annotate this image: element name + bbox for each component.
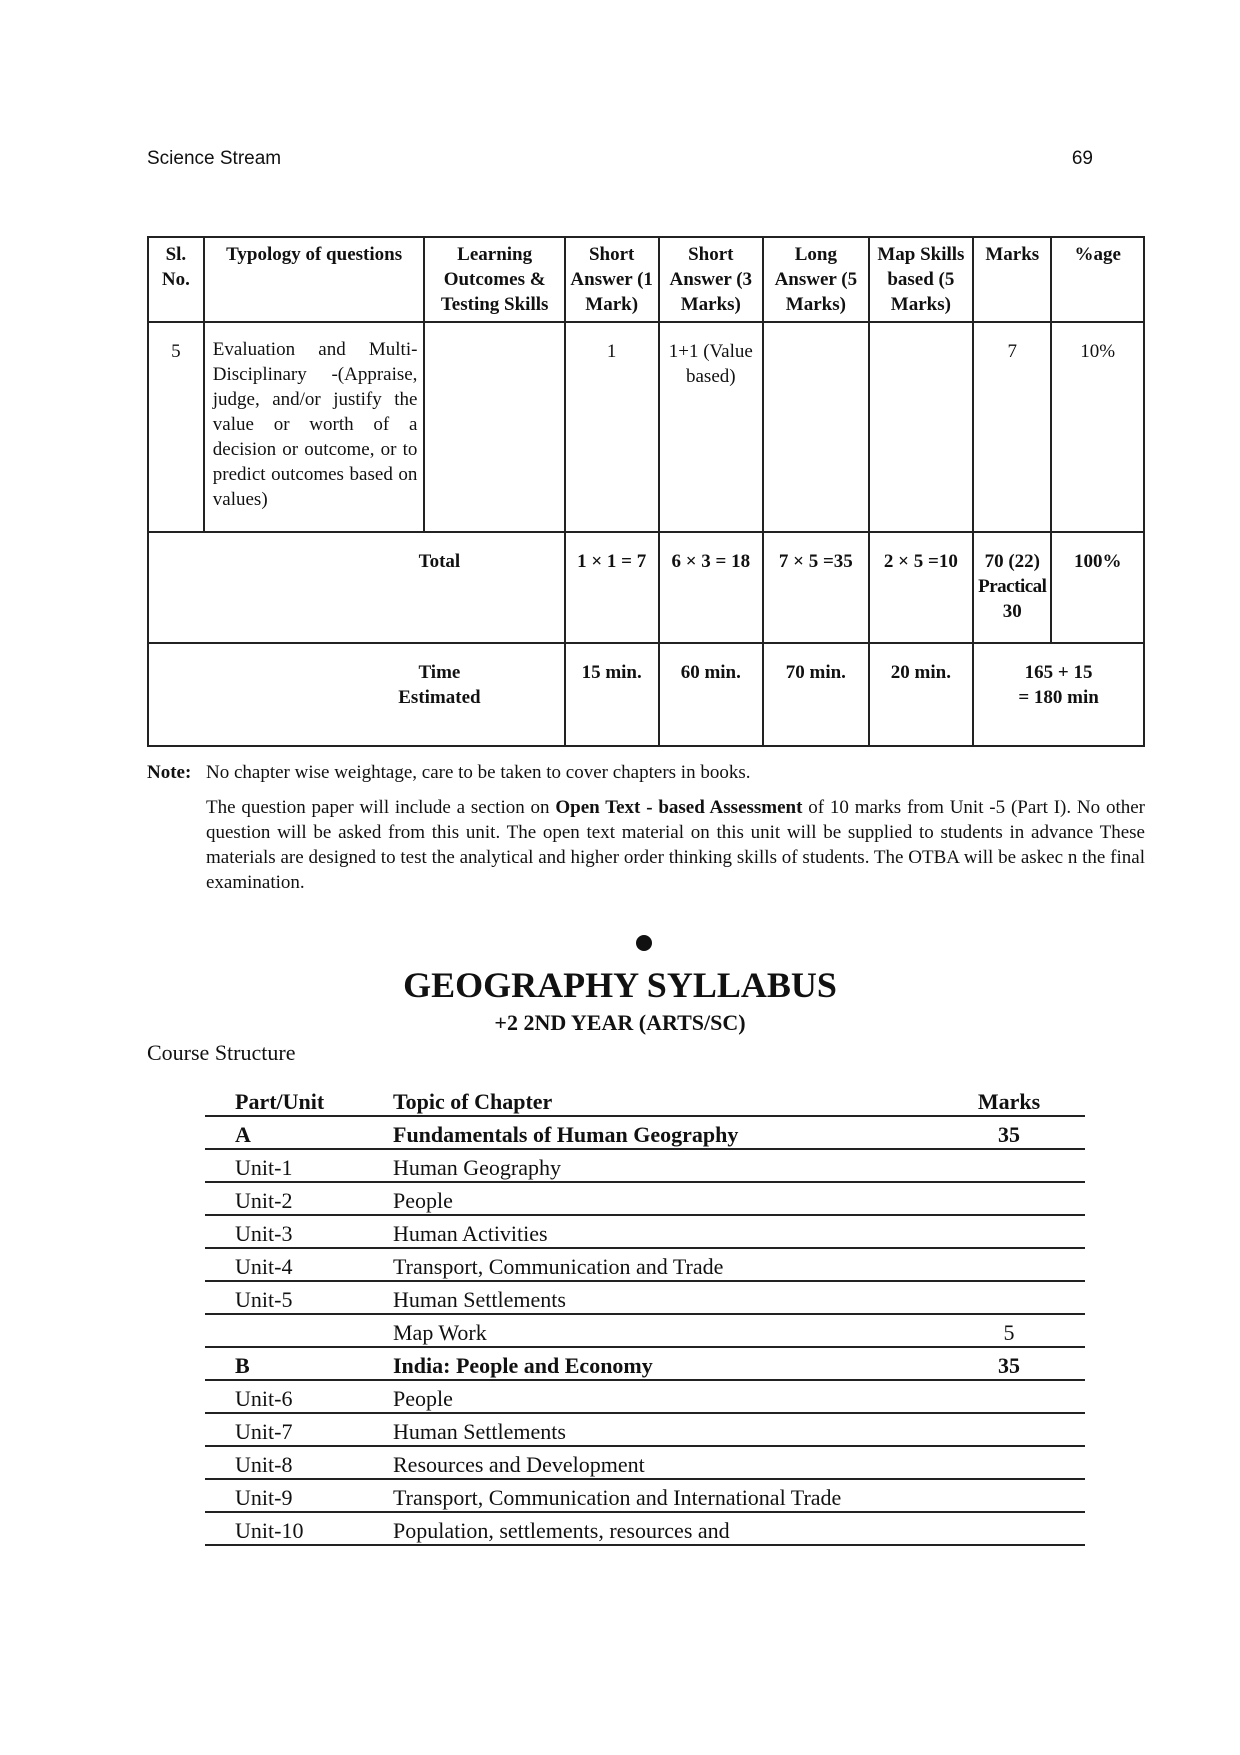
time-label-2: Estimated	[398, 687, 481, 708]
header-short1: Short Answer (1 Mark)	[565, 237, 659, 322]
time-total-2: = 180 min	[1018, 687, 1099, 708]
cell-long5	[763, 322, 869, 532]
syllabus-cell-topic: People	[393, 1182, 933, 1215]
page-number: 69	[1071, 148, 1093, 169]
syllabus-table	[205, 1083, 1085, 1546]
syllabus-cell-part: Unit-3	[205, 1215, 393, 1248]
cell-percent: 10%	[1051, 322, 1144, 532]
table-row	[205, 1281, 1085, 1314]
syllabus-cell-topic: India: People and Economy	[393, 1347, 933, 1380]
header-percent: %age	[1051, 237, 1144, 322]
table-row	[205, 1479, 1085, 1512]
syllabus-cell-marks	[933, 1512, 1085, 1545]
syllabus-cell-part: Unit-7	[205, 1413, 393, 1446]
cell-map	[869, 322, 974, 532]
syllabus-cell-part: Unit-9	[205, 1479, 393, 1512]
cell-short3: 1+1 (Value based)	[659, 322, 764, 532]
time-total-1: 165 + 15	[1024, 662, 1093, 683]
table-row	[205, 1314, 1085, 1347]
total-short3: 6 × 3 = 18	[659, 532, 764, 643]
table-row	[205, 1512, 1085, 1545]
syllabus-cell-part: A	[205, 1116, 393, 1149]
table-row	[205, 1347, 1085, 1380]
note-para-bold: Open Text - based Assessment	[555, 797, 803, 818]
syllabus-cell-topic: People	[393, 1380, 933, 1413]
header-map: Map Skills based (5 Marks)	[869, 237, 974, 322]
time-label-1: Time	[418, 662, 461, 683]
table-row	[205, 1116, 1085, 1149]
time-label	[148, 643, 565, 746]
syllabus-cell-topic: Transport, Communication and International Trade	[393, 1479, 933, 1512]
syllabus-cell-topic: Human Settlements	[393, 1413, 933, 1446]
cell-typology: Evaluation and Multi-Disciplinary -(Appraise, judge, and/or justify the value or worth of a decision or outcome, or to predict outcomes based on values)	[204, 322, 425, 532]
header-long5: Long Answer (5 Marks)	[763, 237, 869, 322]
note-line: No chapter wise weightage, care to be taken to cover chapters in books.	[206, 762, 751, 783]
total-label: Total	[148, 532, 565, 643]
syllabus-cell-topic: Transport, Communication and Trade	[393, 1248, 933, 1281]
syllabus-cell-marks	[933, 1248, 1085, 1281]
table-row	[205, 1446, 1085, 1479]
note-paragraph	[206, 795, 1145, 895]
total-short1: 1 × 1 = 7	[565, 532, 659, 643]
time-row	[148, 643, 1144, 746]
syllabus-cell-marks: 35	[933, 1347, 1085, 1380]
total-row	[148, 532, 1144, 643]
table-row	[148, 322, 1144, 532]
syllabus-cell-part: Unit-8	[205, 1446, 393, 1479]
syllabus-cell-part: Unit-2	[205, 1182, 393, 1215]
syllabus-cell-topic: Resources and Development	[393, 1446, 933, 1479]
total-marks	[973, 532, 1051, 643]
header-typology: Typology of questions	[204, 237, 425, 322]
syllabus-cell-part: Unit-5	[205, 1281, 393, 1314]
syllabus-cell-marks: 5	[933, 1314, 1085, 1347]
syllabus-cell-part: Unit-4	[205, 1248, 393, 1281]
syllabus-cell-marks	[933, 1446, 1085, 1479]
time-total	[973, 643, 1144, 746]
total-map: 2 × 5 =10	[869, 532, 974, 643]
cell-learning	[424, 322, 564, 532]
time-short3: 60 min.	[659, 643, 764, 746]
table-row	[205, 1248, 1085, 1281]
syllabus-cell-marks	[933, 1479, 1085, 1512]
syllabus-cell-marks	[933, 1413, 1085, 1446]
time-map: 20 min.	[869, 643, 974, 746]
note-para-pre: The question paper will include a section on	[206, 797, 556, 818]
syllabus-cell-marks	[933, 1182, 1085, 1215]
syllabus-cell-marks: 35	[933, 1116, 1085, 1149]
syllabus-header-part: Part/Unit	[205, 1083, 393, 1116]
syllabus-cell-part	[205, 1314, 393, 1347]
syllabus-cell-marks	[933, 1149, 1085, 1182]
syllabus-cell-marks	[933, 1380, 1085, 1413]
section-title: GEOGRAPHY SYLLABUS	[403, 965, 837, 1005]
syllabus-cell-part: Unit-6	[205, 1380, 393, 1413]
syllabus-cell-part: B	[205, 1347, 393, 1380]
syllabus-cell-topic: Human Activities	[393, 1215, 933, 1248]
page-header	[147, 148, 1093, 170]
note-block	[147, 760, 1145, 895]
table-row	[205, 1413, 1085, 1446]
header-learning: Learning Outcomes & Testing Skills	[424, 237, 564, 322]
syllabus-header-row	[205, 1083, 1085, 1116]
note-para-post: of 10 marks from Unit -5 (Part I). No other question will be asked from this unit. The open text material on this unit will be supplied to students in advance These materials are designed to test the analytical and higher order thinking skills of students. The OTBA will be askec n the final examination.	[206, 797, 1145, 893]
time-long5: 70 min.	[763, 643, 869, 746]
header-marks: Marks	[973, 237, 1051, 322]
table-row	[205, 1149, 1085, 1182]
total-marks-main: 70 (22)	[984, 551, 1040, 572]
header-sl-no: Sl. No.	[148, 237, 204, 322]
table-row	[205, 1380, 1085, 1413]
syllabus-cell-topic: Human Geography	[393, 1149, 933, 1182]
syllabus-header-marks: Marks	[933, 1083, 1085, 1116]
syllabus-cell-part: Unit-10	[205, 1512, 393, 1545]
question-typology-table	[147, 236, 1145, 747]
syllabus-cell-topic: Population, settlements, resources and	[393, 1512, 933, 1545]
section-subtitle: +2 2ND YEAR (ARTS/SC)	[494, 1010, 746, 1035]
note-label: Note:	[147, 762, 192, 783]
total-percent: 100%	[1051, 532, 1144, 643]
cell-short1: 1	[565, 322, 659, 532]
total-marks-practical: Practical	[978, 576, 1047, 597]
syllabus-cell-marks	[933, 1215, 1085, 1248]
header-short3: Short Answer (3 Marks)	[659, 237, 764, 322]
table-row	[205, 1182, 1085, 1215]
course-structure-label: Course Structure	[147, 1040, 296, 1065]
table-header-row	[148, 237, 1144, 322]
syllabus-cell-topic: Map Work	[393, 1314, 933, 1347]
syllabus-header-topic: Topic of Chapter	[393, 1083, 933, 1116]
time-short1: 15 min.	[565, 643, 659, 746]
syllabus-cell-topic: Fundamentals of Human Geography	[393, 1116, 933, 1149]
table-row	[205, 1215, 1085, 1248]
syllabus-cell-marks	[933, 1281, 1085, 1314]
cell-sl: 5	[148, 322, 204, 532]
total-long5: 7 × 5 =35	[763, 532, 869, 643]
syllabus-cell-part: Unit-1	[205, 1149, 393, 1182]
total-marks-practical-value: 30	[1002, 601, 1022, 622]
syllabus-cell-topic: Human Settlements	[393, 1281, 933, 1314]
bullet-icon	[636, 935, 652, 951]
running-title: Science Stream	[147, 148, 282, 169]
cell-marks: 7	[973, 322, 1051, 532]
